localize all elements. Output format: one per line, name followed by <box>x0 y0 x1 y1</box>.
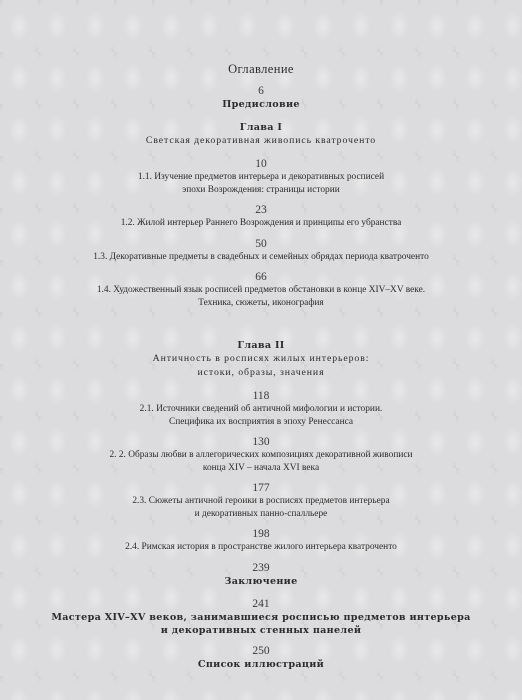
page-number: 239 <box>252 561 270 574</box>
toc-entry-preface[interactable] <box>0 85 522 111</box>
page-number: 130 <box>252 436 270 448</box>
entry-line: 1.1. Изучение предметов интерьера и декоративных росписей <box>137 172 385 182</box>
chapter1-title[interactable]: Светская декоративная живопись кватроченто <box>145 135 377 146</box>
page-number: 50 <box>255 237 267 250</box>
page-number: 66 <box>255 271 267 283</box>
entry-line: Специфика их восприятия в эпоху Ренессанса <box>168 416 354 427</box>
toc-entry[interactable] <box>0 482 522 520</box>
entry-line: 1.2. Жилой интерьер Раннего Возрождения и принципы его убранства <box>120 218 402 228</box>
page-number: 241 <box>252 597 270 610</box>
toc-entry[interactable] <box>0 436 522 474</box>
entry-line: 1.3. Декоративные предметы в свадебных и семейных обрядах периода кватроченто <box>93 251 429 262</box>
entry-line: эпохи Возрождения: страницы истории <box>182 184 340 195</box>
toc-entry[interactable] <box>0 390 522 428</box>
entry-line: 2.4. Римская история в пространстве жилого интерьера кватроченто <box>125 542 397 552</box>
toc-entry-illustrations[interactable] <box>0 645 522 671</box>
entry-title: Список иллюстраций <box>197 658 325 670</box>
entry-line: и декоративных стенных панелей <box>160 624 362 636</box>
toc-entry-conclusion[interactable] <box>0 562 522 588</box>
entry-line: и декоративных панно-спалльере <box>194 508 328 519</box>
table-of-contents <box>0 62 522 671</box>
chapter2-title-line2[interactable]: истоки, образы, значения <box>197 367 325 378</box>
entry-title: Предисловие <box>222 99 300 110</box>
page-number: 118 <box>252 390 270 402</box>
toc-entry[interactable] <box>0 528 522 554</box>
page-number: 250 <box>252 644 270 657</box>
entry-title: Заключение <box>224 575 298 587</box>
entry-line: конца XIV – начала XVI века <box>202 462 320 473</box>
entry-line: 2.3. Сюжеты античной героики в росписях предметов интерьера <box>132 496 390 506</box>
page-number: 177 <box>252 482 270 494</box>
toc-entry[interactable] <box>0 158 522 196</box>
entry-line: 2.1. Источники сведений об античной мифологии и истории. <box>139 404 383 414</box>
page-number: 198 <box>252 528 270 540</box>
page-number: 23 <box>255 204 267 216</box>
entry-line: Техника, сюжеты, иконография <box>198 297 324 308</box>
entry-line: Мастера XIV–XV веков, занимавшиеся росписью предметов интерьера <box>51 611 471 623</box>
chapter2-title-line1[interactable]: Античность в росписях жилых интерьеров: <box>152 353 370 364</box>
toc-title: Оглавление <box>228 62 294 76</box>
page-number: 10 <box>255 158 267 170</box>
chapter2-label: Глава II <box>237 340 285 351</box>
toc-entry[interactable] <box>0 204 522 230</box>
toc-entry-masters[interactable] <box>0 598 522 637</box>
entry-line: 1.4. Художественный язык росписей предметов обстановки в конце XIV–XV веке. <box>96 285 426 295</box>
page-number: 6 <box>258 85 264 97</box>
chapter1-label: Глава I <box>239 122 283 133</box>
toc-entry[interactable] <box>0 238 522 264</box>
toc-entry[interactable] <box>0 271 522 309</box>
entry-line: 2. 2. Образы любви в аллегорических композициях декоративной живописи <box>109 450 413 460</box>
